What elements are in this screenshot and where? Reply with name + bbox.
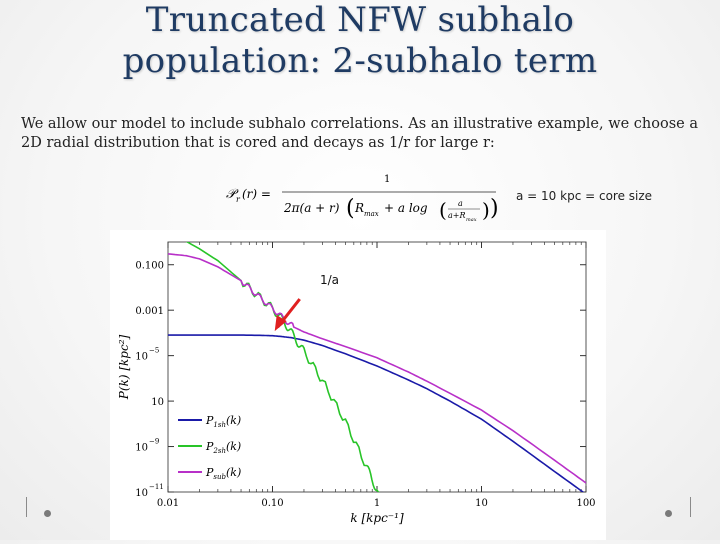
x-tick-label: 100 <box>576 498 596 509</box>
y-tick-label: 0.100 <box>135 260 164 272</box>
formula-paren-open: ( <box>346 196 355 221</box>
power-spectrum-svg <box>110 230 606 540</box>
y-tick-exponent: −9 <box>149 437 160 446</box>
y-tick-label: 10 <box>135 351 148 363</box>
left-bracket <box>26 497 31 517</box>
legend-label-sub: $P_{sub}(k)$ <box>206 466 242 481</box>
legend-label-1sh: $P_{1sh}(k)$ <box>206 414 242 429</box>
y-tick-exponent: −11 <box>149 483 164 491</box>
x-tick-label: 0.01 <box>156 498 180 509</box>
formula-frac-num: a <box>458 199 463 208</box>
x-axis-label: k [kpc⁻¹] <box>350 511 404 525</box>
y-tick-label: 0.001 <box>135 306 164 318</box>
power-spectrum-chart <box>110 230 606 540</box>
formula-lhs: 𝒫 <box>226 187 236 202</box>
formula-paren-close: ) <box>482 198 490 222</box>
formula-den-mid-sub: max <box>364 210 379 218</box>
formula-frac-den-sub: max <box>466 217 477 223</box>
slide-body-text: We allow our model to include subhalo correlations. As an illustrative example, we choose a 2D radial distribution that is cored and decays as 1/r for large r: <box>21 116 699 151</box>
x-tick-label: 0.10 <box>261 498 284 509</box>
y-tick-exponent: −5 <box>149 346 160 355</box>
slide-title-line-1: Truncated NFW subhalo <box>145 0 575 40</box>
formula-den-plus: + a log <box>384 201 428 215</box>
slide-title-line-2: population: 2-subhalo term <box>122 41 598 81</box>
formula-lhs-arg: (r) = <box>242 187 271 201</box>
radial-distribution-formula <box>222 168 512 224</box>
formula-lhs-sub: r <box>236 195 240 204</box>
formula-paren-open-2: ( <box>439 198 447 222</box>
series-line-2sh <box>168 231 419 540</box>
x-tick-label: 1 <box>373 498 381 509</box>
y-axis-label: P(k) [kpc²] <box>117 334 131 400</box>
formula-note: a = 10 kpc = core size <box>516 189 653 203</box>
right-bracket <box>690 497 695 517</box>
formula-paren-close-2: ) <box>490 196 499 221</box>
formula-frac-den: a+R <box>448 211 466 220</box>
y-tick-label: 10 <box>135 442 148 454</box>
y-tick-label: 10 <box>151 397 164 409</box>
right-ornament-dot <box>665 510 672 517</box>
formula-numerator: 1 <box>384 174 391 185</box>
x-tick-label: 10 <box>475 498 488 509</box>
core-scale-annotation: 1/a <box>320 273 340 287</box>
y-tick-label: 10 <box>135 488 148 499</box>
slide-title <box>0 0 720 82</box>
formula-den-left: 2π(a + r) <box>284 201 340 215</box>
formula-den-mid: R <box>355 201 365 215</box>
legend-label-2sh: $P_{2sh}(k)$ <box>206 440 242 455</box>
left-ornament-dot <box>44 510 51 517</box>
